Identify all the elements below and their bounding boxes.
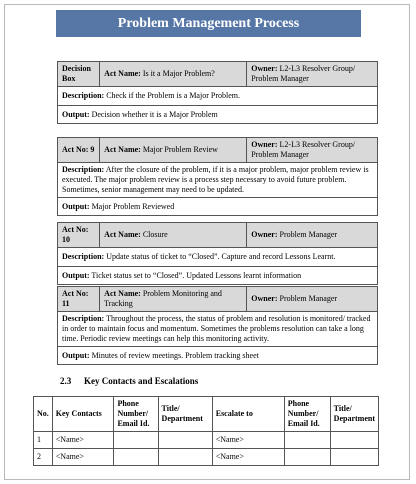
act-table-10: [57, 222, 378, 285]
owner-cell: [247, 138, 378, 163]
act-name-cell: [100, 223, 247, 248]
act-name-label: Act Name:: [104, 69, 141, 78]
description-label: Description:: [62, 252, 105, 261]
table-cell: [114, 432, 158, 449]
owner-cell: [247, 62, 378, 87]
act-number: Act No: 10: [58, 223, 100, 248]
description-label: Description:: [62, 314, 105, 323]
table-cell: <Name>: [52, 432, 114, 449]
column-header: Title/ Department: [158, 397, 212, 432]
section-heading: [60, 376, 198, 386]
column-header: Phone Number/ Email Id.: [284, 397, 330, 432]
output-label: Output:: [62, 270, 90, 280]
act-name: Is it a Major Problem?: [142, 69, 215, 78]
column-header: Title/ Department: [330, 397, 378, 432]
table-row: [34, 432, 379, 449]
table-header-row: [34, 397, 379, 432]
column-header: No.: [34, 397, 53, 432]
output: Major Problem Reviewed: [91, 201, 175, 211]
table-cell: <Name>: [212, 432, 284, 449]
table-cell: [158, 449, 212, 466]
act-table-11: [57, 286, 378, 365]
output-cell: [58, 198, 378, 216]
act-number: Act No: 11: [58, 287, 100, 312]
output-label: Output:: [62, 109, 90, 119]
output: Decision whether it is a Major Problem: [91, 109, 218, 119]
act-name-label: Act Name:: [104, 289, 141, 298]
owner: L2-L3 Resolver Group/ Problem Manager: [251, 140, 356, 159]
act-name: Closure: [142, 230, 168, 239]
owner-label: Owner:: [251, 294, 278, 303]
act-name: Problem Monitoring and Tracking: [104, 289, 222, 308]
act-number: Decision Box: [58, 62, 100, 87]
output: Minutes of review meetings. Problem tracking sheet: [91, 350, 259, 360]
description: Check if the Problem is a Major Problem.: [106, 91, 240, 100]
column-header: Escalate to: [212, 397, 284, 432]
owner-label: Owner:: [251, 230, 278, 239]
table-cell: 1: [34, 432, 53, 449]
act-number: Act No: 9: [58, 138, 100, 163]
description: Update status of ticket to “Closed”. Capture and record Lessons Learnt.: [104, 252, 336, 261]
description-label: Description:: [62, 165, 105, 174]
owner: L2-L3 Resolver Group/ Problem Manager: [251, 64, 356, 83]
column-header: Phone Number/ Email Id.: [114, 397, 158, 432]
description-cell: [58, 312, 378, 347]
description: Throughout the process, the status of problem and resolution is monitored/ tracked in order to maintain focus and momentum. Sometimes the problems resolution can take a long time. Periodic review meetings can help this monitoring activity.: [62, 314, 371, 343]
owner-cell: [247, 223, 378, 248]
table-cell: [284, 449, 330, 466]
act-name-label: Act Name:: [104, 145, 141, 154]
description-cell: [58, 248, 378, 267]
column-header: Key Contacts: [52, 397, 114, 432]
table-cell: [330, 449, 378, 466]
act-table-9: [57, 137, 378, 216]
table-cell: [330, 432, 378, 449]
output-label: Output:: [62, 201, 90, 211]
owner-label: Owner:: [251, 64, 278, 73]
owner-label: Owner:: [251, 140, 278, 149]
output-cell: [58, 106, 378, 124]
page-title: Problem Management Process: [56, 10, 361, 37]
table-cell: <Name>: [52, 449, 114, 466]
act-name-cell: [100, 287, 247, 312]
key-contacts-table: [33, 396, 379, 466]
output: Ticket status set to “Closed”. Updated Lessons learnt information: [91, 270, 302, 280]
owner: Problem Manager: [279, 230, 338, 239]
owner-cell: [247, 287, 378, 312]
table-cell: [114, 449, 158, 466]
output-label: Output:: [62, 350, 90, 360]
description-cell: [58, 87, 378, 106]
owner: Problem Manager: [279, 294, 338, 303]
description-label: Description:: [62, 91, 105, 100]
description: After the closure of the problem, if it is a major problem, major problem review is executed. The major problem review is a process step necessary to avoid future problem. Sometimes, senior management may need to be updated.: [62, 165, 369, 194]
output-cell: [58, 347, 378, 365]
act-name-cell: [100, 62, 247, 87]
section-number: 2.3: [60, 376, 72, 386]
table-cell: 2: [34, 449, 53, 466]
act-name-cell: [100, 138, 247, 163]
act-name-label: Act Name:: [104, 230, 141, 239]
section-title: Key Contacts and Escalations: [84, 376, 199, 386]
description-cell: [58, 163, 378, 198]
table-row: [34, 449, 379, 466]
table-cell: <Name>: [212, 449, 284, 466]
table-cell: [284, 432, 330, 449]
output-cell: [58, 267, 378, 285]
table-cell: [158, 432, 212, 449]
act-table-decision-box: [57, 61, 378, 124]
act-name: Major Problem Review: [142, 145, 218, 154]
